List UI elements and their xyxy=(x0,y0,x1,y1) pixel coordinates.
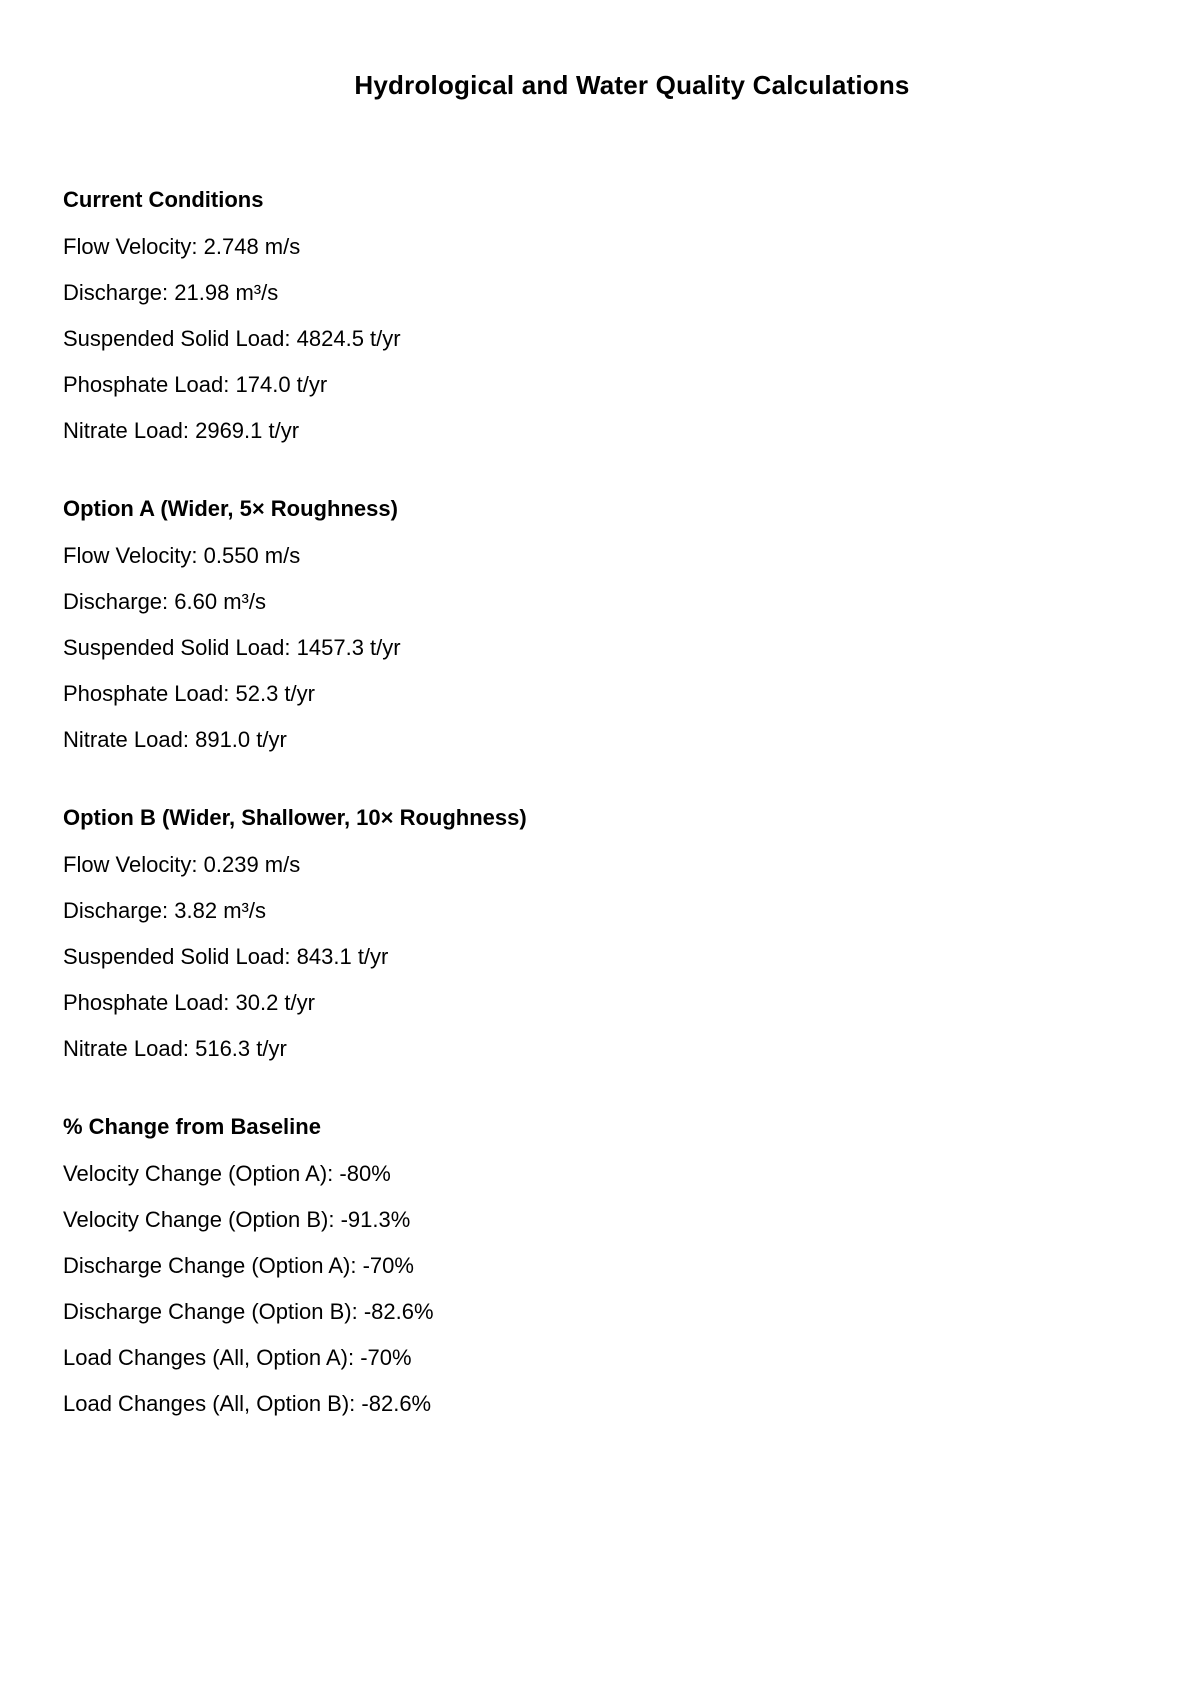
metric-label: Flow Velocity : xyxy=(63,543,204,568)
metric-value: 0.550 m/s xyxy=(203,543,301,568)
change-label: Load Changes (All, Option A) : xyxy=(63,1345,360,1370)
metric-label: Phosphate Load : xyxy=(63,681,236,706)
metric-value: 0.239 m/s xyxy=(203,852,301,877)
metric-row-flow-velocity xyxy=(63,851,1063,879)
metric-label: Nitrate Load : xyxy=(63,418,195,443)
metric-row-flow-velocity xyxy=(63,542,1063,570)
metric-label: Suspended Solid Load : xyxy=(63,635,297,660)
change-value: -91.3% xyxy=(340,1207,411,1232)
change-row-load-option-b xyxy=(63,1390,1063,1418)
metric-label: Discharge : xyxy=(63,898,174,923)
metric-value: 4824.5 t/yr xyxy=(296,326,401,351)
metric-value: 174.0 t/yr xyxy=(235,372,328,397)
metric-row-discharge xyxy=(63,588,1063,616)
metric-label: Suspended Solid Load : xyxy=(63,944,297,969)
section-option-a xyxy=(63,495,1063,754)
metric-row-phosphate-load xyxy=(63,680,1063,708)
section-change-from-baseline xyxy=(63,1113,1063,1418)
metric-row-nitrate-load xyxy=(63,417,1063,445)
metric-value: 2969.1 t/yr xyxy=(195,418,300,443)
metric-row-phosphate-load xyxy=(63,989,1063,1017)
change-label: Velocity Change (Option B) : xyxy=(63,1207,341,1232)
metric-value: 3.82 m³/s xyxy=(174,898,266,923)
metric-row-discharge xyxy=(63,279,1063,307)
change-row-discharge-option-b xyxy=(63,1298,1063,1326)
change-label: Discharge Change (Option A) : xyxy=(63,1253,363,1278)
metric-value: 891.0 t/yr xyxy=(195,727,287,752)
metric-row-suspended-solid-load xyxy=(63,943,1063,971)
metric-value: 6.60 m³/s xyxy=(174,589,266,614)
section-heading: % Change from Baseline xyxy=(63,1114,321,1139)
metric-value: 516.3 t/yr xyxy=(195,1036,287,1061)
section-heading: Current Conditions xyxy=(63,187,264,212)
metric-label: Nitrate Load : xyxy=(63,1036,195,1061)
metric-label: Flow Velocity : xyxy=(63,234,204,259)
metric-label: Suspended Solid Load : xyxy=(63,326,297,351)
metric-value: 52.3 t/yr xyxy=(235,681,315,706)
metric-label: Phosphate Load : xyxy=(63,990,236,1015)
section-heading: Option B (Wider, Shallower, 10× Roughness) xyxy=(63,805,527,830)
metric-value: 1457.3 t/yr xyxy=(296,635,401,660)
metric-value: 21.98 m³/s xyxy=(174,280,279,305)
metric-row-suspended-solid-load xyxy=(63,325,1063,353)
metric-label: Phosphate Load : xyxy=(63,372,236,397)
metric-value: 30.2 t/yr xyxy=(235,990,315,1015)
change-value: -70% xyxy=(362,1253,414,1278)
metric-row-phosphate-load xyxy=(63,371,1063,399)
page-title: Hydrological and Water Quality Calculations xyxy=(354,70,910,100)
section-option-b xyxy=(63,804,1063,1063)
metric-value: 2.748 m/s xyxy=(203,234,301,259)
metric-label: Discharge : xyxy=(63,280,174,305)
metric-row-suspended-solid-load xyxy=(63,634,1063,662)
change-value: -70% xyxy=(360,1345,412,1370)
change-value: -82.6% xyxy=(361,1391,432,1416)
metric-value: 843.1 t/yr xyxy=(296,944,389,969)
metric-label: Discharge : xyxy=(63,589,174,614)
metric-row-nitrate-load xyxy=(63,726,1063,754)
change-row-velocity-option-b xyxy=(63,1206,1063,1234)
section-heading: Option A (Wider, 5× Roughness) xyxy=(63,496,398,521)
section-current-conditions xyxy=(63,186,1063,445)
metric-row-discharge xyxy=(63,897,1063,925)
change-label: Load Changes (All, Option B) : xyxy=(63,1391,361,1416)
change-label: Discharge Change (Option B) : xyxy=(63,1299,364,1324)
change-value: -80% xyxy=(339,1161,391,1186)
metric-label: Flow Velocity : xyxy=(63,852,204,877)
metric-label: Nitrate Load : xyxy=(63,727,195,752)
metric-row-flow-velocity xyxy=(63,233,1063,261)
change-row-load-option-a xyxy=(63,1344,1063,1372)
metric-row-nitrate-load xyxy=(63,1035,1063,1063)
change-row-velocity-option-a xyxy=(63,1160,1063,1188)
change-row-discharge-option-a xyxy=(63,1252,1063,1280)
change-value: -82.6% xyxy=(363,1299,434,1324)
change-label: Velocity Change (Option A) : xyxy=(63,1161,339,1186)
